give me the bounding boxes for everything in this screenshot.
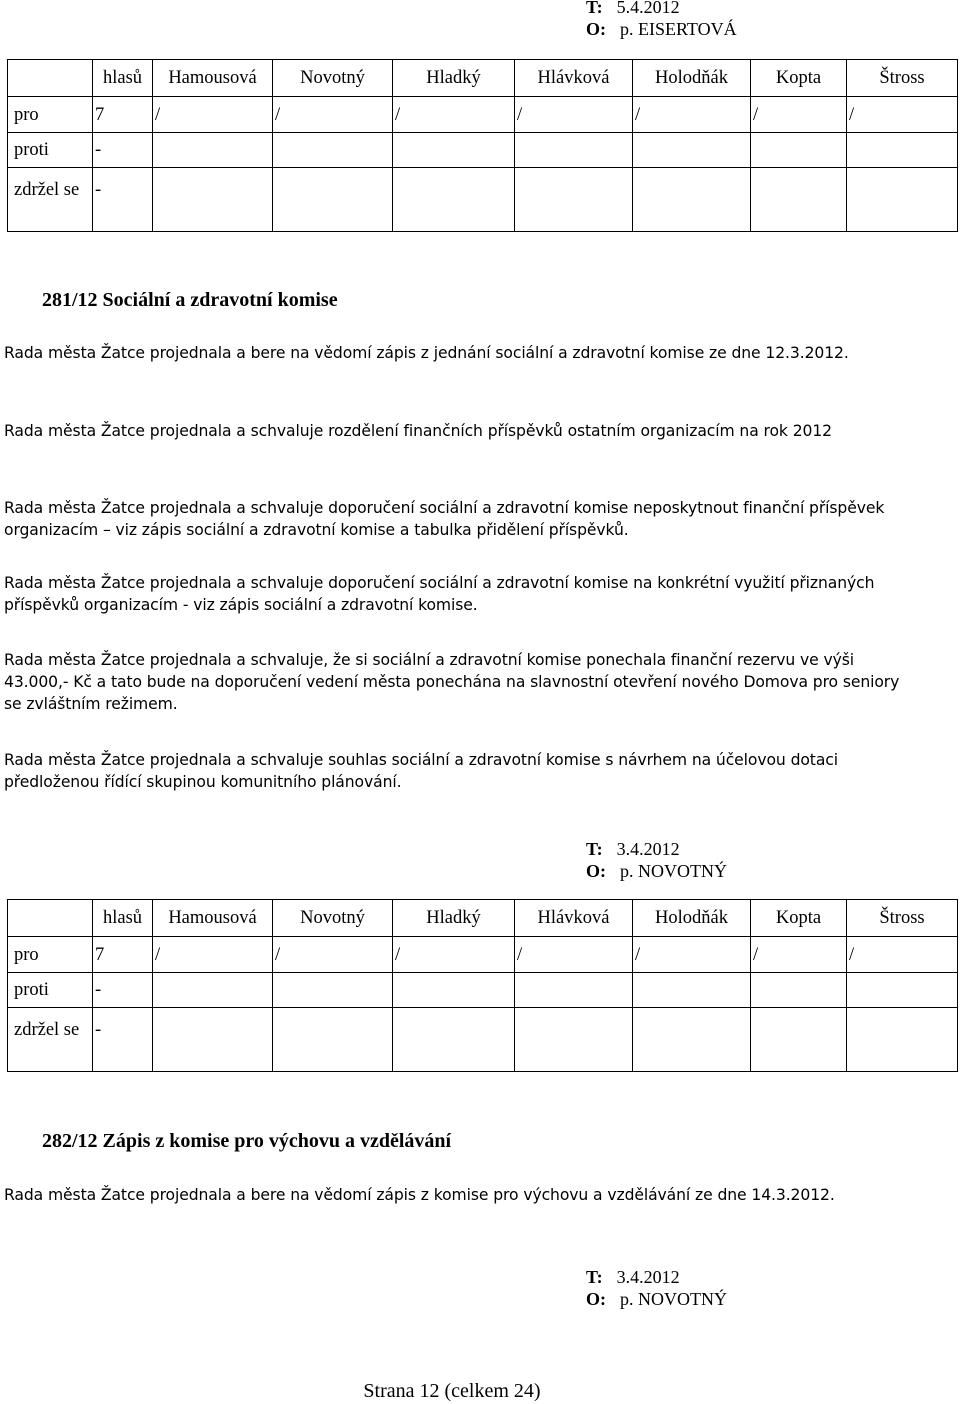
resolution-paragraph: Rada města Žatce projednala a schvaluje, že si sociální a zdravotní komise ponechala finanční rezervu ve výši 43.000,- Kč a tato bude na doporučení vedení města ponechána na slavnostní otevření nového Domova pro seniory se zvláštním režimem. [4,651,900,713]
vote-cell: / [393,97,515,133]
vote-cell [153,168,273,232]
vote-cell: / [273,937,393,973]
section-heading-281: 281/12 Sociální a zdravotní komise [42,289,338,311]
deadline-label: T: [586,1267,603,1287]
vote-cell [633,168,751,232]
section-heading-282: 282/12 Zápis z komise pro výchovu a vzdělávání [42,1130,452,1152]
vote-row-label: zdržel se [8,1008,93,1072]
vote-cell: / [273,97,393,133]
vote-cell [515,133,633,168]
resolution-paragraph: Rada města Žatce projednala a schvaluje doporučení sociální a zdravotní komise na konkrétní využití přiznaných příspěvků organizacím - viz zápis sociální a zdravotní komise. [4,574,875,614]
vote-cell [847,133,958,168]
vote-header-cell: Hamousová [153,60,273,97]
responsible-label: O: [586,861,606,881]
vote-cell: - [93,133,153,168]
vote-header-cell: Kopta [751,60,847,97]
vote-header-cell: Kopta [751,900,847,937]
vote-row-label: pro [8,97,93,133]
vote-cell: / [393,937,515,973]
vote-cell: / [153,937,273,973]
vote-row-label: proti [8,973,93,1008]
vote-cell: / [153,97,273,133]
vote-header-cell: hlasů [93,60,153,97]
vote-cell: / [751,97,847,133]
vote-cell: - [93,973,153,1008]
responsible-label: O: [586,1289,606,1309]
deadline-label: T: [586,839,603,859]
vote-header-cell: Hladký [393,60,515,97]
vote-cell [515,973,633,1008]
vote-cell [153,973,273,1008]
vote-cell [751,973,847,1008]
vote-table-1 [7,59,958,232]
vote-cell [273,168,393,232]
responsible-person: p. NOVOTNÝ [620,1289,727,1309]
vote-cell: / [847,937,958,973]
vote-cell: - [93,1008,153,1072]
vote-cell [751,168,847,232]
vote-row-label: pro [8,937,93,973]
responsible-label: O: [586,19,606,39]
resolution-paragraph: Rada města Žatce projednala a bere na vědomí zápis z komise pro výchovu a vzdělávání ze dne 14.3.2012. [4,1186,835,1204]
vote-header-empty [8,900,93,937]
page-footer: Strana 12 (celkem 24) [363,1380,541,1402]
vote-cell [847,973,958,1008]
vote-cell [633,133,751,168]
vote-cell: / [633,97,751,133]
vote-header-cell: Holodňák [633,900,751,937]
deadline-date: 5.4.2012 [616,0,680,17]
responsible-person: p. NOVOTNÝ [620,861,727,881]
vote-cell: / [751,937,847,973]
vote-cell [273,1008,393,1072]
vote-cell: / [515,97,633,133]
vote-cell [751,1008,847,1072]
vote-cell [847,168,958,232]
vote-cell [153,133,273,168]
vote-cell: 7 [93,97,153,133]
vote-cell [393,973,515,1008]
deadline-block-top [586,0,737,40]
vote-row-label: zdržel se [8,168,93,232]
vote-table-2 [7,899,958,1072]
vote-header-cell: Novotný [273,60,393,97]
vote-cell: / [633,937,751,973]
deadline-block-281 [586,838,727,882]
vote-cell [515,168,633,232]
deadline-label: T: [586,0,603,17]
vote-header-cell: Novotný [273,900,393,937]
vote-cell [393,133,515,168]
vote-cell: 7 [93,937,153,973]
vote-header-cell: hlasů [93,900,153,937]
vote-cell [515,1008,633,1072]
vote-cell [393,168,515,232]
vote-header-cell: Hamousová [153,900,273,937]
vote-cell [393,1008,515,1072]
vote-cell [273,133,393,168]
vote-header-cell: Hlávková [515,60,633,97]
vote-cell [633,1008,751,1072]
vote-cell [273,973,393,1008]
vote-header-empty [8,60,93,97]
vote-header-cell: Štross [847,900,958,937]
vote-cell [847,1008,958,1072]
deadline-date: 3.4.2012 [616,839,680,859]
deadline-date: 3.4.2012 [616,1267,680,1287]
vote-header-cell: Hlávková [515,900,633,937]
resolution-paragraph: Rada města Žatce projednala a bere na vědomí zápis z jednání sociální a zdravotní komise ze dne 12.3.2012. [4,344,849,362]
vote-header-cell: Štross [847,60,958,97]
vote-cell [153,1008,273,1072]
resolution-paragraph: Rada města Žatce projednala a schvaluje doporučení sociální a zdravotní komise neposkytnout finanční příspěvek organizacím – viz zápis sociální a zdravotní komise a tabulka přidělení příspěvků. [4,499,885,539]
resolution-paragraph: Rada města Žatce projednala a schvaluje rozdělení finančních příspěvků ostatním organizacím na rok 2012 [4,422,833,440]
deadline-block-282 [586,1266,727,1310]
vote-cell: - [93,168,153,232]
resolution-paragraph: Rada města Žatce projednala a schvaluje souhlas sociální a zdravotní komise s návrhem na účelovou dotaci předloženou řídící skupinou komunitního plánování. [4,751,838,791]
vote-header-cell: Holodňák [633,60,751,97]
vote-row-label: proti [8,133,93,168]
vote-cell [751,133,847,168]
responsible-person: p. EISERTOVÁ [620,19,737,39]
vote-cell: / [847,97,958,133]
vote-cell: / [515,937,633,973]
vote-header-cell: Hladký [393,900,515,937]
vote-cell [633,973,751,1008]
